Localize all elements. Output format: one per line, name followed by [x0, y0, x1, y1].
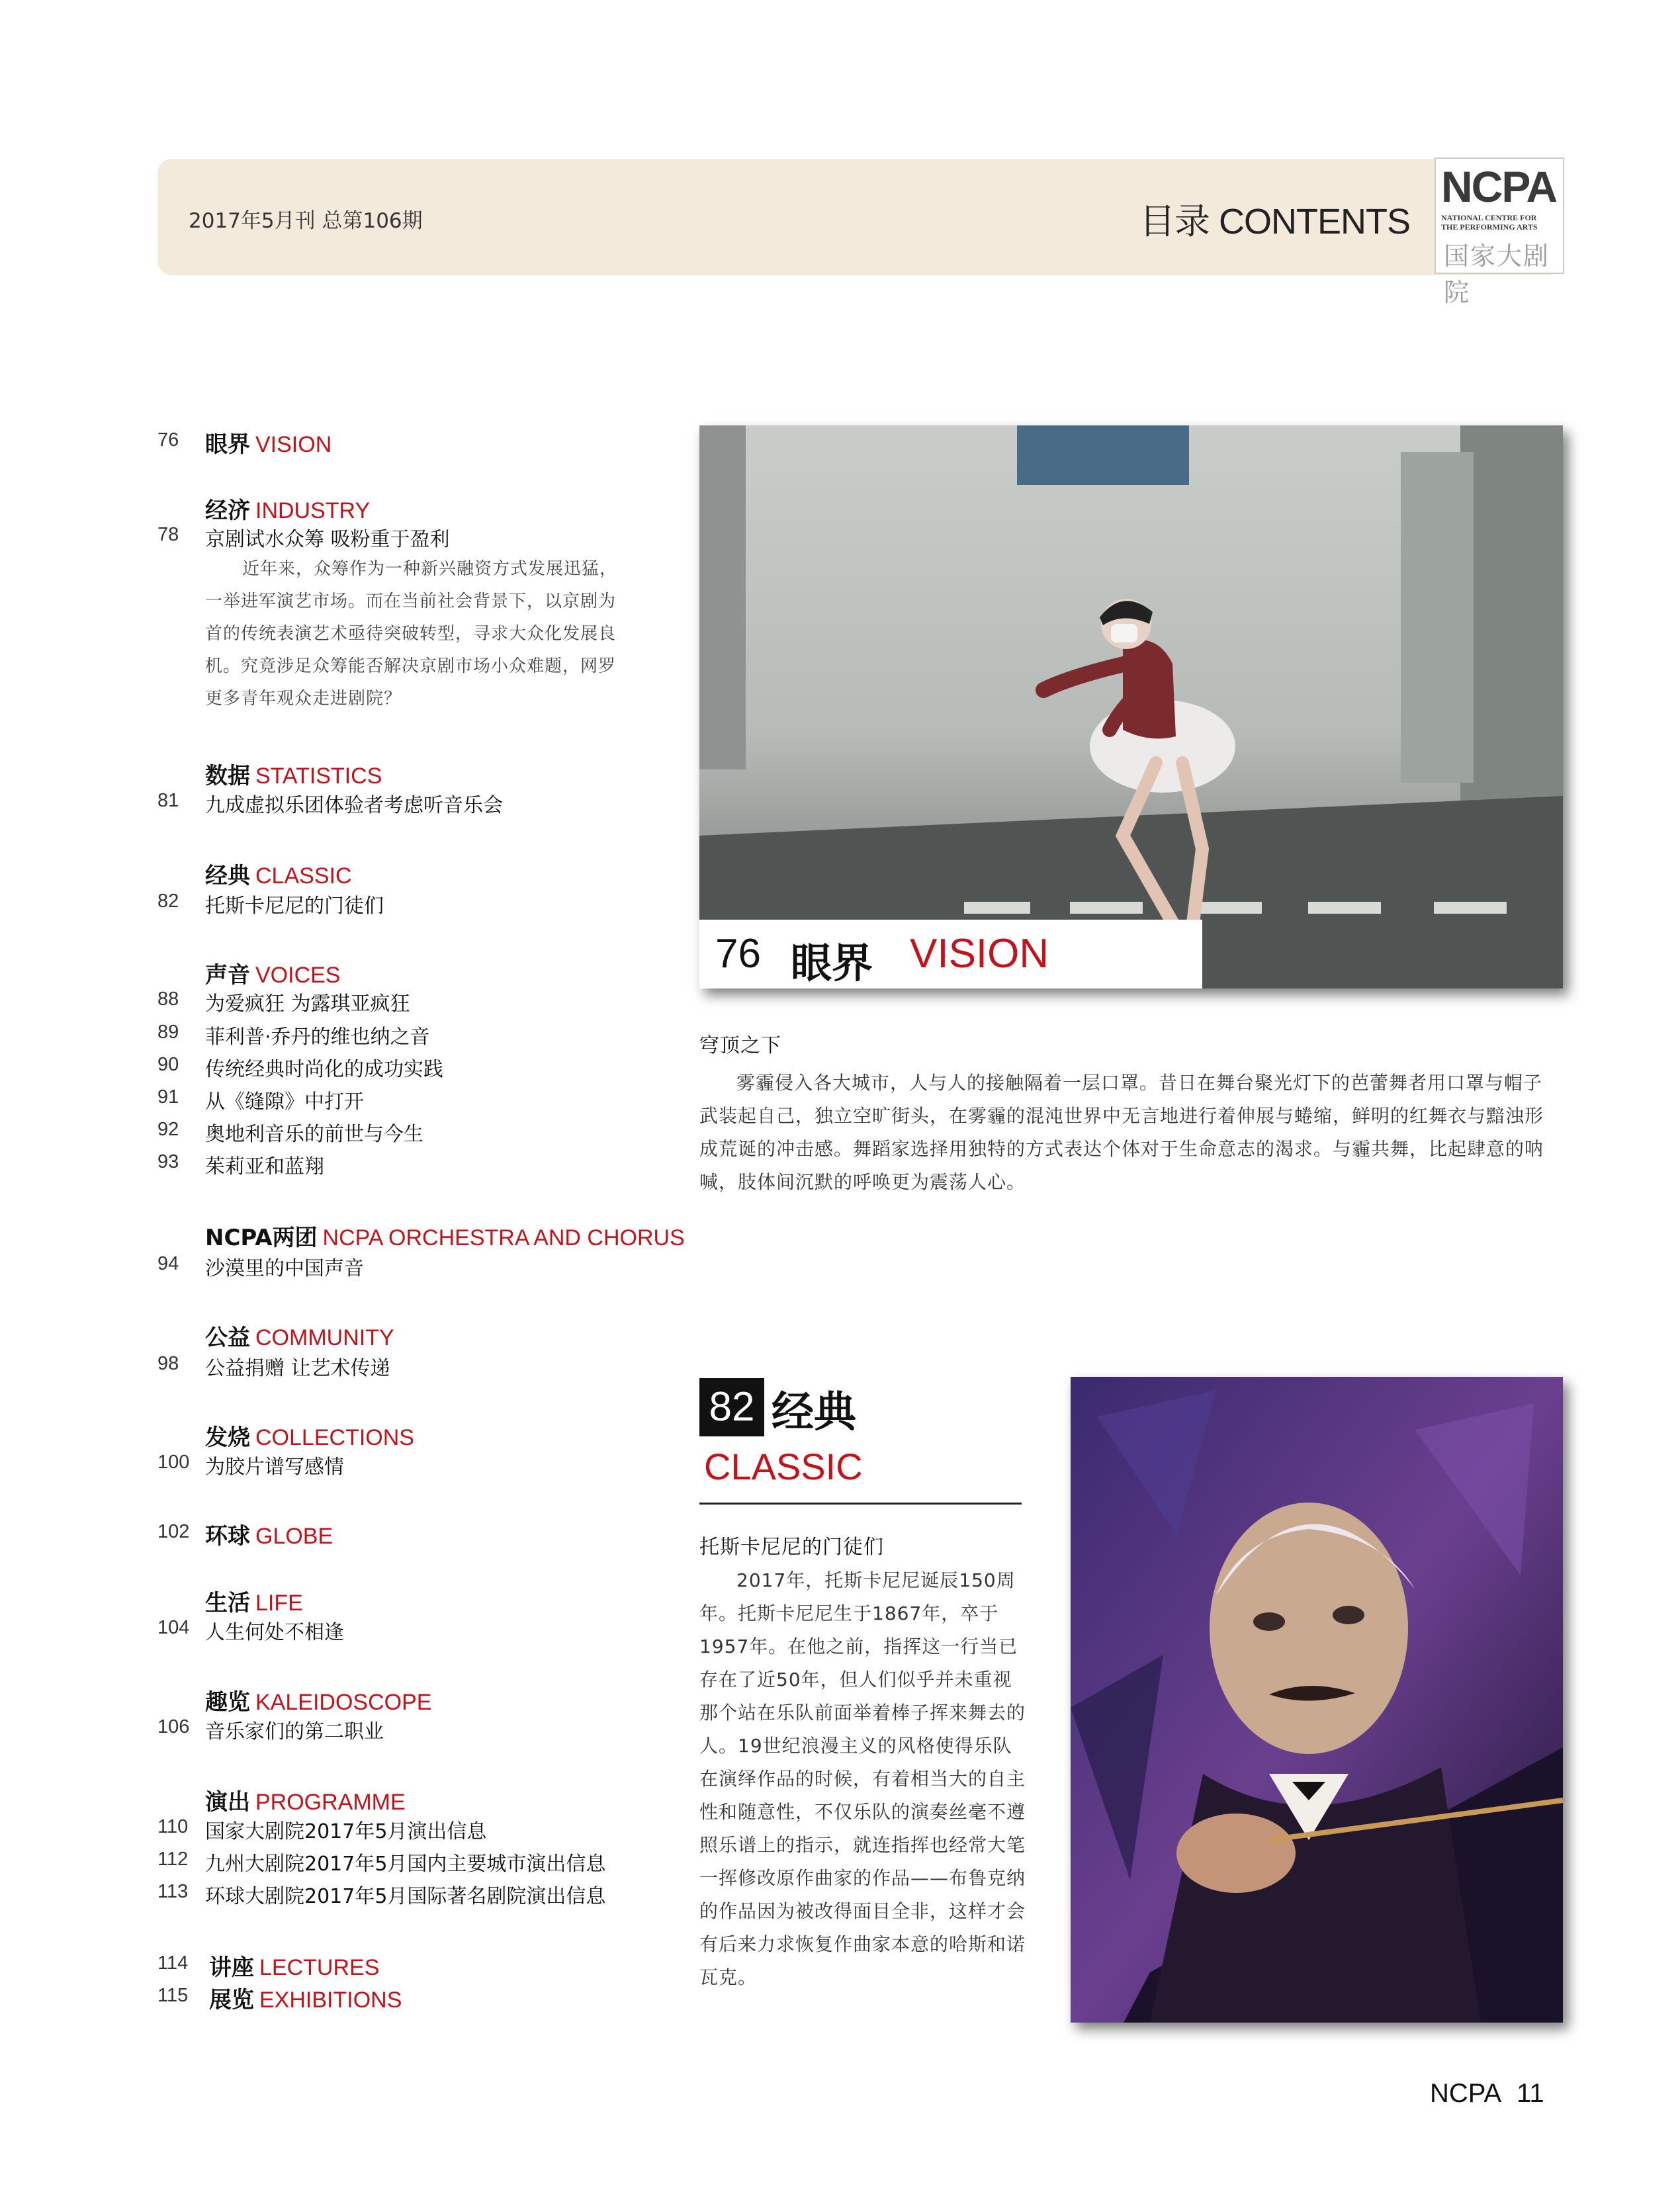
section-en: KALEIDOSCOPE: [255, 1690, 432, 1715]
toc-item[interactable]: 托斯卡尼尼的门徒们: [205, 895, 384, 918]
caption-number: 76: [715, 931, 761, 977]
section-cn: 经典: [205, 863, 250, 889]
logo-text: NCPA: [1441, 162, 1557, 211]
section-cn: 眼界: [205, 431, 250, 458]
section-cn: 趣览: [205, 1689, 250, 1716]
logo-subtitle: [1441, 213, 1538, 232]
ballerina-street-image: [699, 425, 1563, 988]
vision-body: 雾霾侵入各大城市，人与人的接触隔着一层口罩。昔日在舞台聚光灯下的芭蕾舞者用口罩与帽子武装起自己，独立空旷街头，在雾霾的混沌世界中无言地进行着伸展与蜷缩，鲜明的红舞衣与黯浊形成荒诞的冲击感。舞蹈家选择用独特的方式表达个体对于生命意志的渴求。与霾共舞，比起肆意的呐喊，肢体间沉默的呼唤更为震荡人心。: [699, 1072, 1544, 1193]
toc-item[interactable]: 传统经典时尚化的成功实践: [205, 1058, 443, 1081]
toc-page-number: 94: [157, 1253, 179, 1274]
section-cn: 生活: [205, 1590, 250, 1616]
toc-item[interactable]: 国家大剧院2017年5月演出信息: [205, 1820, 487, 1843]
toc-page-number: 110: [157, 1816, 189, 1837]
toc-page-number: 82: [157, 891, 179, 912]
page-footer: [1430, 2079, 1544, 2109]
toc-page-number: 88: [157, 988, 179, 1010]
toc-page-number: 114: [157, 1952, 189, 1974]
divider: [699, 1503, 1022, 1505]
section-en: STATISTICS: [255, 764, 382, 789]
section-en: CLASSIC: [255, 863, 352, 889]
toc-section-collections[interactable]: [205, 1419, 414, 1452]
section-cn: 公益: [205, 1325, 250, 1351]
classic-headline: 托斯卡尼尼的门徒们: [699, 1536, 884, 1559]
toc-item[interactable]: 茱莉亚和蓝翔: [205, 1155, 324, 1178]
section-cn: 环球: [205, 1523, 250, 1550]
toc-section-statistics[interactable]: [205, 758, 382, 790]
toc-section-programme[interactable]: [205, 1784, 406, 1816]
toc-section-vision[interactable]: [205, 426, 332, 459]
toc-section-exhibitions[interactable]: [209, 1982, 402, 2014]
toc-item[interactable]: 奥地利音乐的前世与今生: [205, 1123, 423, 1146]
toc-item[interactable]: 音乐家们的第二职业: [205, 1720, 384, 1743]
toc-page-number: 102: [157, 1521, 190, 1542]
toc-summary: 近年来，众筹作为一种新兴融资方式发展迅猛，一举进军演艺市场。而在当前社会背景下，以京剧为首的传统表演艺术亟待突破转型，寻求大众化发展良机。究竟涉足众筹能否解决京剧市场小众难题，网罗更多青年观众走进剧院？: [205, 559, 618, 709]
toc-page-number: 104: [157, 1617, 190, 1638]
section-en: PROGRAMME: [255, 1790, 406, 1815]
section-en: COMMUNITY: [255, 1325, 394, 1350]
caption-cn: 眼界: [791, 939, 873, 987]
page-title: 目录 CONTENTS: [1139, 202, 1410, 241]
toc-page-number: 115: [157, 1985, 189, 2006]
toc-page-number: 93: [157, 1151, 179, 1172]
footer-brand: NCPA: [1430, 2079, 1500, 2108]
toc-item[interactable]: 从《缝隙》中打开: [205, 1090, 364, 1114]
section-en: LIFE: [255, 1591, 303, 1616]
toc-item[interactable]: 为爱疯狂 为露琪亚疯狂: [205, 992, 410, 1016]
vision-photo[interactable]: [699, 425, 1563, 988]
section-cn: 声音: [205, 962, 250, 988]
section-en: INDUSTRY: [255, 498, 371, 523]
toc-page-number: 89: [157, 1022, 179, 1043]
toc-page-number: 92: [157, 1119, 179, 1140]
section-cn: 演出: [205, 1789, 250, 1816]
toc-page-number: 78: [157, 524, 179, 545]
section-en: VOICES: [255, 963, 341, 988]
toc-page-number: 113: [157, 1881, 189, 1902]
toc-item[interactable]: 环球大剧院2017年5月国际著名剧院演出信息: [205, 1885, 606, 1908]
toc-item[interactable]: 公益捐赠 让艺术传递: [205, 1357, 390, 1380]
toc-page-number: 98: [157, 1353, 179, 1374]
caption-en: VISION: [910, 931, 1049, 977]
conductor-painting[interactable]: [1071, 1377, 1563, 2023]
issue-label: 2017年5月刊 总第106期: [189, 209, 423, 233]
toc-item[interactable]: 人生何处不相逢: [205, 1621, 344, 1644]
toc-section-orchestra[interactable]: [205, 1219, 685, 1252]
page-number: 11: [1517, 2079, 1544, 2108]
section-en: EXHIBITIONS: [259, 1988, 402, 2013]
toc-item[interactable]: 菲利普·乔丹的维也纳之音: [205, 1026, 430, 1049]
section-cn: 发烧: [205, 1424, 250, 1451]
toc-section-classic[interactable]: [205, 857, 352, 890]
toc-section-kaleidoscope[interactable]: [205, 1684, 431, 1716]
toc-item[interactable]: 京剧试水众筹 吸粉重于盈利: [205, 528, 450, 551]
toc-section-lectures[interactable]: [209, 1949, 379, 1982]
toc-item[interactable]: 为胶片谱写感情: [205, 1456, 344, 1479]
toc-page-number: 106: [157, 1716, 190, 1737]
logo-subtitle-line2: THE PERFORMING ARTS: [1441, 222, 1538, 232]
section-cn: NCPA两团: [205, 1225, 318, 1251]
section-en: COLLECTIONS: [255, 1425, 414, 1450]
vision-headline: 穹顶之下: [699, 1034, 781, 1057]
classic-title-cn: 经典: [772, 1388, 856, 1437]
toc-item[interactable]: 九成虚拟乐团体验者考虑听音乐会: [205, 794, 503, 817]
toc-page-number: 91: [157, 1086, 179, 1108]
section-en: VISION: [255, 432, 332, 457]
toc-section-voices[interactable]: [205, 957, 340, 989]
toc-item[interactable]: 沙漠里的中国声音: [205, 1257, 364, 1280]
conductor-image: [1071, 1377, 1563, 2023]
section-en: LECTURES: [259, 1955, 380, 1980]
vision-photo-caption: [699, 920, 1202, 988]
classic-body: 2017年，托斯卡尼尼诞辰150周年。托斯卡尼尼生于1867年，卒于1957年。在他之前，指挥这一行当已存在了近50年，但人们似乎并未重视那个站在乐队前面举着棒子挥来舞去的人。19世纪浪漫主义的风格使得乐队在演绎作品的时候，有着相当大的自主性和随意性，不仅乐队的演奏丝毫不遵照乐谱上的指示，就连指挥也经常大笔一挥修改原作曲家的作品——布鲁克纳的作品因为被改得面目全非，这样才会有后来力求恢复作曲家本意的哈斯和诺瓦克。: [699, 1569, 1026, 1988]
classic-title-en: CLASSIC: [704, 1446, 863, 1487]
toc-section-community[interactable]: [205, 1319, 394, 1352]
logo-subtitle-line1: NATIONAL CENTRE FOR: [1441, 213, 1537, 222]
toc-item[interactable]: 九州大剧院2017年5月国内主要城市演出信息: [205, 1853, 606, 1876]
section-en: NCPA ORCHESTRA AND CHORUS: [322, 1225, 685, 1250]
logo-chinese: 国家大剧院: [1444, 241, 1550, 307]
section-cn: 数据: [205, 763, 250, 789]
toc-page-number: 100: [157, 1452, 190, 1473]
toc-page-number: 81: [157, 790, 179, 811]
section-cn: 经济: [205, 498, 250, 524]
ncpa-logo: [1435, 157, 1564, 307]
toc-section-industry[interactable]: [205, 492, 370, 525]
toc-page-number: 112: [157, 1849, 189, 1870]
section-cn: 展览: [209, 1987, 254, 2013]
toc-section-life[interactable]: [205, 1585, 303, 1617]
section-en: GLOBE: [255, 1524, 333, 1549]
toc-page-number: 76: [157, 429, 179, 451]
toc-page-number: 90: [157, 1054, 179, 1075]
toc-section-globe[interactable]: [205, 1518, 333, 1550]
classic-number: 82: [699, 1378, 764, 1436]
section-cn: 讲座: [209, 1954, 254, 1981]
